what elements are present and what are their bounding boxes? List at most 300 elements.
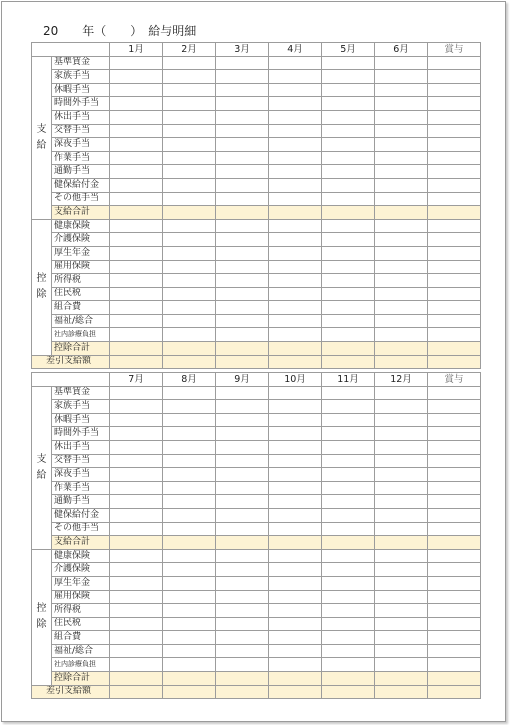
amount-cell[interactable] (269, 468, 322, 482)
amount-cell[interactable] (216, 110, 269, 124)
amount-cell[interactable] (269, 301, 322, 315)
amount-cell[interactable] (110, 522, 163, 536)
amount-cell[interactable] (322, 151, 375, 165)
amount-cell[interactable] (216, 328, 269, 342)
amount-cell[interactable] (110, 481, 163, 495)
amount-cell[interactable] (428, 468, 481, 482)
amount-cell[interactable] (428, 56, 481, 70)
amount-cell[interactable] (163, 522, 216, 536)
amount-cell[interactable] (216, 508, 269, 522)
amount-cell[interactable] (322, 413, 375, 427)
amount-cell[interactable] (322, 124, 375, 138)
amount-cell[interactable] (216, 563, 269, 577)
amount-cell[interactable] (375, 644, 428, 658)
amount-cell[interactable] (428, 178, 481, 192)
amount-cell[interactable] (375, 658, 428, 672)
amount-cell[interactable] (375, 604, 428, 618)
amount-cell[interactable] (428, 206, 481, 220)
amount-cell[interactable] (216, 233, 269, 247)
amount-cell[interactable] (322, 138, 375, 152)
amount-cell[interactable] (269, 536, 322, 550)
amount-cell[interactable] (428, 260, 481, 274)
amount-cell[interactable] (269, 413, 322, 427)
amount-cell[interactable] (322, 56, 375, 70)
amount-cell[interactable] (428, 287, 481, 301)
amount-cell[interactable] (163, 287, 216, 301)
amount-cell[interactable] (216, 151, 269, 165)
amount-cell[interactable] (163, 246, 216, 260)
amount-cell[interactable] (216, 314, 269, 328)
amount-cell[interactable] (269, 165, 322, 179)
amount-cell[interactable] (110, 192, 163, 206)
amount-cell[interactable] (216, 178, 269, 192)
amount-cell[interactable] (163, 314, 216, 328)
amount-cell[interactable] (375, 246, 428, 260)
amount-cell[interactable] (322, 328, 375, 342)
amount-cell[interactable] (110, 206, 163, 220)
amount-cell[interactable] (322, 287, 375, 301)
amount-cell[interactable] (110, 287, 163, 301)
amount-cell[interactable] (216, 590, 269, 604)
amount-cell[interactable] (428, 454, 481, 468)
amount-cell[interactable] (322, 576, 375, 590)
amount-cell[interactable] (375, 70, 428, 84)
amount-cell[interactable] (375, 138, 428, 152)
amount-cell[interactable] (269, 644, 322, 658)
amount-cell[interactable] (216, 206, 269, 220)
amount-cell[interactable] (110, 536, 163, 550)
amount-cell[interactable] (163, 70, 216, 84)
amount-cell[interactable] (428, 427, 481, 441)
amount-cell[interactable] (428, 301, 481, 315)
amount-cell[interactable] (163, 206, 216, 220)
amount-cell[interactable] (322, 685, 375, 699)
amount-cell[interactable] (322, 508, 375, 522)
amount-cell[interactable] (322, 481, 375, 495)
amount-cell[interactable] (216, 192, 269, 206)
amount-cell[interactable] (163, 549, 216, 563)
amount-cell[interactable] (110, 97, 163, 111)
amount-cell[interactable] (216, 576, 269, 590)
amount-cell[interactable] (269, 56, 322, 70)
amount-cell[interactable] (322, 468, 375, 482)
amount-cell[interactable] (216, 617, 269, 631)
amount-cell[interactable] (375, 631, 428, 645)
amount-cell[interactable] (216, 165, 269, 179)
amount-cell[interactable] (163, 454, 216, 468)
amount-cell[interactable] (163, 233, 216, 247)
amount-cell[interactable] (269, 206, 322, 220)
amount-cell[interactable] (322, 233, 375, 247)
amount-cell[interactable] (322, 536, 375, 550)
amount-cell[interactable] (216, 658, 269, 672)
amount-cell[interactable] (163, 672, 216, 686)
amount-cell[interactable] (163, 178, 216, 192)
amount-cell[interactable] (269, 658, 322, 672)
amount-cell[interactable] (322, 590, 375, 604)
amount-cell[interactable] (322, 386, 375, 400)
amount-cell[interactable] (375, 468, 428, 482)
amount-cell[interactable] (110, 301, 163, 315)
amount-cell[interactable] (110, 314, 163, 328)
amount-cell[interactable] (428, 151, 481, 165)
amount-cell[interactable] (428, 495, 481, 509)
amount-cell[interactable] (163, 328, 216, 342)
amount-cell[interactable] (216, 631, 269, 645)
amount-cell[interactable] (163, 658, 216, 672)
amount-cell[interactable] (269, 563, 322, 577)
amount-cell[interactable] (269, 192, 322, 206)
amount-cell[interactable] (163, 151, 216, 165)
amount-cell[interactable] (216, 124, 269, 138)
amount-cell[interactable] (428, 165, 481, 179)
amount-cell[interactable] (163, 400, 216, 414)
amount-cell[interactable] (216, 56, 269, 70)
amount-cell[interactable] (375, 440, 428, 454)
amount-cell[interactable] (110, 617, 163, 631)
amount-cell[interactable] (216, 481, 269, 495)
amount-cell[interactable] (216, 301, 269, 315)
amount-cell[interactable] (375, 219, 428, 233)
amount-cell[interactable] (375, 427, 428, 441)
amount-cell[interactable] (375, 400, 428, 414)
amount-cell[interactable] (375, 355, 428, 369)
amount-cell[interactable] (322, 672, 375, 686)
amount-cell[interactable] (428, 355, 481, 369)
amount-cell[interactable] (163, 192, 216, 206)
amount-cell[interactable] (110, 590, 163, 604)
amount-cell[interactable] (216, 138, 269, 152)
amount-cell[interactable] (375, 233, 428, 247)
amount-cell[interactable] (110, 413, 163, 427)
amount-cell[interactable] (322, 192, 375, 206)
amount-cell[interactable] (322, 522, 375, 536)
amount-cell[interactable] (110, 233, 163, 247)
amount-cell[interactable] (322, 70, 375, 84)
amount-cell[interactable] (375, 617, 428, 631)
amount-cell[interactable] (110, 427, 163, 441)
amount-cell[interactable] (163, 631, 216, 645)
amount-cell[interactable] (110, 454, 163, 468)
amount-cell[interactable] (163, 590, 216, 604)
amount-cell[interactable] (216, 468, 269, 482)
amount-cell[interactable] (375, 454, 428, 468)
amount-cell[interactable] (110, 400, 163, 414)
amount-cell[interactable] (375, 97, 428, 111)
amount-cell[interactable] (269, 590, 322, 604)
amount-cell[interactable] (269, 287, 322, 301)
amount-cell[interactable] (269, 495, 322, 509)
amount-cell[interactable] (269, 328, 322, 342)
amount-cell[interactable] (375, 178, 428, 192)
amount-cell[interactable] (375, 151, 428, 165)
amount-cell[interactable] (428, 481, 481, 495)
amount-cell[interactable] (216, 260, 269, 274)
amount-cell[interactable] (216, 413, 269, 427)
amount-cell[interactable] (375, 110, 428, 124)
amount-cell[interactable] (110, 328, 163, 342)
amount-cell[interactable] (428, 644, 481, 658)
amount-cell[interactable] (269, 631, 322, 645)
amount-cell[interactable] (428, 233, 481, 247)
amount-cell[interactable] (269, 110, 322, 124)
amount-cell[interactable] (375, 314, 428, 328)
amount-cell[interactable] (269, 672, 322, 686)
amount-cell[interactable] (110, 342, 163, 356)
amount-cell[interactable] (428, 400, 481, 414)
amount-cell[interactable] (428, 658, 481, 672)
amount-cell[interactable] (110, 672, 163, 686)
amount-cell[interactable] (375, 386, 428, 400)
amount-cell[interactable] (110, 151, 163, 165)
amount-cell[interactable] (216, 355, 269, 369)
amount-cell[interactable] (269, 576, 322, 590)
amount-cell[interactable] (269, 386, 322, 400)
amount-cell[interactable] (322, 604, 375, 618)
amount-cell[interactable] (110, 468, 163, 482)
amount-cell[interactable] (428, 314, 481, 328)
amount-cell[interactable] (269, 617, 322, 631)
amount-cell[interactable] (269, 246, 322, 260)
amount-cell[interactable] (163, 301, 216, 315)
amount-cell[interactable] (269, 260, 322, 274)
amount-cell[interactable] (428, 440, 481, 454)
amount-cell[interactable] (428, 549, 481, 563)
amount-cell[interactable] (163, 83, 216, 97)
amount-cell[interactable] (163, 56, 216, 70)
amount-cell[interactable] (163, 165, 216, 179)
amount-cell[interactable] (110, 631, 163, 645)
amount-cell[interactable] (216, 400, 269, 414)
amount-cell[interactable] (322, 563, 375, 577)
amount-cell[interactable] (322, 314, 375, 328)
amount-cell[interactable] (216, 70, 269, 84)
amount-cell[interactable] (110, 440, 163, 454)
amount-cell[interactable] (269, 604, 322, 618)
amount-cell[interactable] (322, 342, 375, 356)
amount-cell[interactable] (428, 219, 481, 233)
amount-cell[interactable] (269, 274, 322, 288)
amount-cell[interactable] (110, 165, 163, 179)
amount-cell[interactable] (163, 468, 216, 482)
amount-cell[interactable] (375, 56, 428, 70)
amount-cell[interactable] (322, 495, 375, 509)
amount-cell[interactable] (375, 206, 428, 220)
amount-cell[interactable] (110, 658, 163, 672)
amount-cell[interactable] (322, 427, 375, 441)
amount-cell[interactable] (322, 219, 375, 233)
amount-cell[interactable] (163, 508, 216, 522)
amount-cell[interactable] (163, 481, 216, 495)
amount-cell[interactable] (163, 644, 216, 658)
amount-cell[interactable] (322, 246, 375, 260)
amount-cell[interactable] (110, 178, 163, 192)
amount-cell[interactable] (163, 495, 216, 509)
amount-cell[interactable] (216, 454, 269, 468)
amount-cell[interactable] (428, 274, 481, 288)
amount-cell[interactable] (322, 97, 375, 111)
amount-cell[interactable] (375, 413, 428, 427)
amount-cell[interactable] (322, 206, 375, 220)
amount-cell[interactable] (110, 644, 163, 658)
amount-cell[interactable] (163, 110, 216, 124)
amount-cell[interactable] (163, 138, 216, 152)
amount-cell[interactable] (216, 495, 269, 509)
amount-cell[interactable] (269, 314, 322, 328)
amount-cell[interactable] (375, 522, 428, 536)
amount-cell[interactable] (269, 70, 322, 84)
amount-cell[interactable] (163, 617, 216, 631)
amount-cell[interactable] (375, 590, 428, 604)
amount-cell[interactable] (322, 274, 375, 288)
amount-cell[interactable] (269, 400, 322, 414)
amount-cell[interactable] (216, 274, 269, 288)
amount-cell[interactable] (428, 536, 481, 550)
amount-cell[interactable] (269, 151, 322, 165)
amount-cell[interactable] (163, 260, 216, 274)
amount-cell[interactable] (322, 301, 375, 315)
amount-cell[interactable] (163, 563, 216, 577)
amount-cell[interactable] (375, 481, 428, 495)
amount-cell[interactable] (269, 549, 322, 563)
amount-cell[interactable] (428, 413, 481, 427)
amount-cell[interactable] (216, 672, 269, 686)
amount-cell[interactable] (163, 124, 216, 138)
amount-cell[interactable] (269, 508, 322, 522)
amount-cell[interactable] (375, 342, 428, 356)
amount-cell[interactable] (163, 576, 216, 590)
amount-cell[interactable] (216, 83, 269, 97)
amount-cell[interactable] (375, 576, 428, 590)
amount-cell[interactable] (375, 685, 428, 699)
amount-cell[interactable] (163, 219, 216, 233)
amount-cell[interactable] (110, 355, 163, 369)
amount-cell[interactable] (428, 246, 481, 260)
amount-cell[interactable] (269, 454, 322, 468)
amount-cell[interactable] (216, 440, 269, 454)
amount-cell[interactable] (110, 246, 163, 260)
amount-cell[interactable] (322, 83, 375, 97)
amount-cell[interactable] (428, 631, 481, 645)
amount-cell[interactable] (269, 233, 322, 247)
amount-cell[interactable] (110, 260, 163, 274)
amount-cell[interactable] (322, 549, 375, 563)
amount-cell[interactable] (163, 427, 216, 441)
amount-cell[interactable] (163, 386, 216, 400)
amount-cell[interactable] (375, 495, 428, 509)
amount-cell[interactable] (163, 355, 216, 369)
amount-cell[interactable] (375, 124, 428, 138)
amount-cell[interactable] (216, 219, 269, 233)
amount-cell[interactable] (428, 617, 481, 631)
amount-cell[interactable] (322, 454, 375, 468)
amount-cell[interactable] (375, 83, 428, 97)
amount-cell[interactable] (163, 342, 216, 356)
amount-cell[interactable] (322, 617, 375, 631)
amount-cell[interactable] (269, 522, 322, 536)
amount-cell[interactable] (110, 138, 163, 152)
amount-cell[interactable] (269, 178, 322, 192)
amount-cell[interactable] (428, 685, 481, 699)
amount-cell[interactable] (428, 138, 481, 152)
amount-cell[interactable] (110, 219, 163, 233)
amount-cell[interactable] (375, 549, 428, 563)
amount-cell[interactable] (322, 110, 375, 124)
amount-cell[interactable] (375, 165, 428, 179)
amount-cell[interactable] (269, 427, 322, 441)
amount-cell[interactable] (110, 386, 163, 400)
amount-cell[interactable] (216, 386, 269, 400)
amount-cell[interactable] (216, 536, 269, 550)
amount-cell[interactable] (428, 124, 481, 138)
amount-cell[interactable] (375, 536, 428, 550)
amount-cell[interactable] (322, 400, 375, 414)
amount-cell[interactable] (428, 576, 481, 590)
amount-cell[interactable] (110, 274, 163, 288)
amount-cell[interactable] (269, 219, 322, 233)
amount-cell[interactable] (322, 644, 375, 658)
amount-cell[interactable] (269, 97, 322, 111)
amount-cell[interactable] (163, 413, 216, 427)
amount-cell[interactable] (322, 260, 375, 274)
amount-cell[interactable] (216, 604, 269, 618)
amount-cell[interactable] (428, 386, 481, 400)
amount-cell[interactable] (269, 124, 322, 138)
amount-cell[interactable] (428, 192, 481, 206)
amount-cell[interactable] (428, 563, 481, 577)
amount-cell[interactable] (216, 287, 269, 301)
amount-cell[interactable] (428, 590, 481, 604)
amount-cell[interactable] (110, 56, 163, 70)
amount-cell[interactable] (375, 563, 428, 577)
amount-cell[interactable] (322, 178, 375, 192)
amount-cell[interactable] (110, 549, 163, 563)
amount-cell[interactable] (269, 342, 322, 356)
amount-cell[interactable] (375, 274, 428, 288)
amount-cell[interactable] (428, 70, 481, 84)
amount-cell[interactable] (110, 563, 163, 577)
amount-cell[interactable] (428, 110, 481, 124)
amount-cell[interactable] (375, 328, 428, 342)
amount-cell[interactable] (163, 536, 216, 550)
amount-cell[interactable] (322, 440, 375, 454)
amount-cell[interactable] (110, 508, 163, 522)
amount-cell[interactable] (428, 522, 481, 536)
amount-cell[interactable] (163, 685, 216, 699)
amount-cell[interactable] (216, 246, 269, 260)
amount-cell[interactable] (322, 658, 375, 672)
amount-cell[interactable] (269, 138, 322, 152)
amount-cell[interactable] (428, 97, 481, 111)
amount-cell[interactable] (428, 342, 481, 356)
amount-cell[interactable] (163, 440, 216, 454)
amount-cell[interactable] (216, 342, 269, 356)
amount-cell[interactable] (110, 110, 163, 124)
amount-cell[interactable] (428, 604, 481, 618)
amount-cell[interactable] (269, 440, 322, 454)
amount-cell[interactable] (163, 604, 216, 618)
amount-cell[interactable] (322, 631, 375, 645)
amount-cell[interactable] (110, 576, 163, 590)
amount-cell[interactable] (216, 685, 269, 699)
amount-cell[interactable] (375, 672, 428, 686)
amount-cell[interactable] (322, 355, 375, 369)
amount-cell[interactable] (322, 165, 375, 179)
amount-cell[interactable] (428, 672, 481, 686)
amount-cell[interactable] (110, 604, 163, 618)
amount-cell[interactable] (428, 508, 481, 522)
amount-cell[interactable] (375, 287, 428, 301)
